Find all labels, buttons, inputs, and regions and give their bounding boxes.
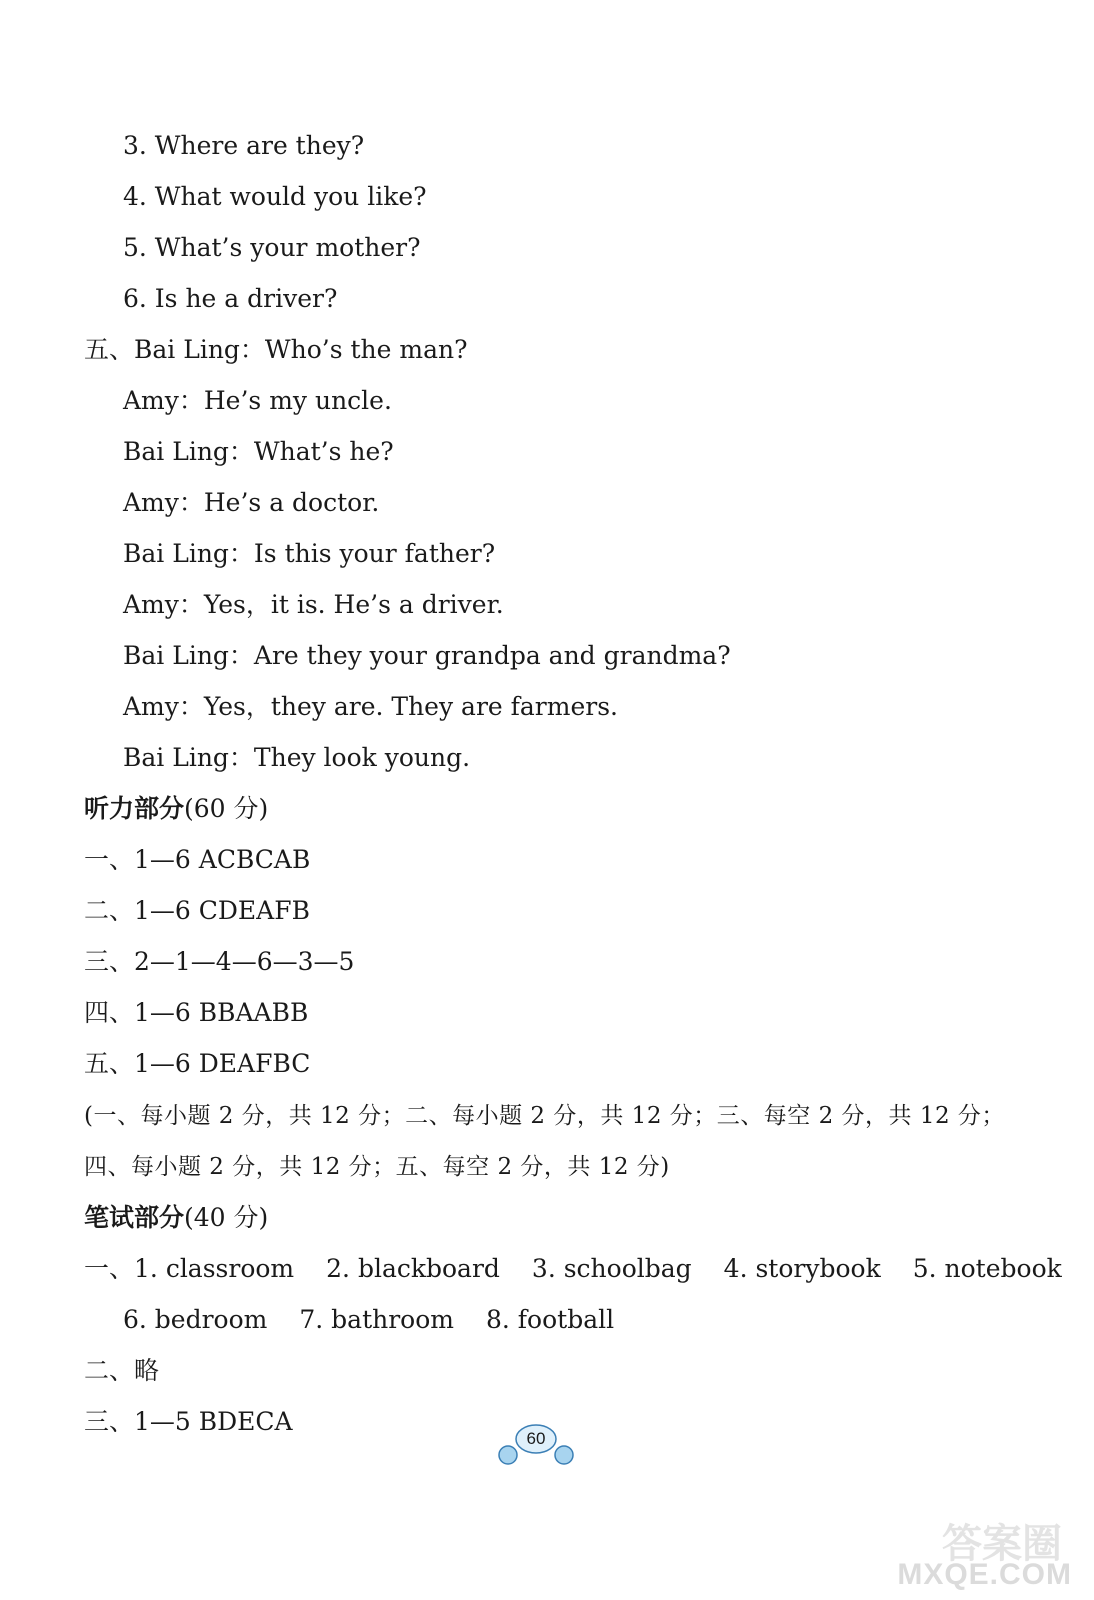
scoring-note-1: (一、每小题 2 分，共 12 分；二、每小题 2 分，共 12 分；三、每空 2 分，共 12 分； bbox=[84, 1103, 1005, 1129]
dialogue-line-3: Bai Ling：What’s he? bbox=[123, 437, 394, 466]
written-q1-marker: 一、 bbox=[84, 1254, 135, 1283]
listening-heading bbox=[84, 794, 268, 824]
dialogue-line-4: Amy：He’s a doctor. bbox=[123, 488, 380, 517]
word-item: 2. blackboard bbox=[326, 1254, 500, 1283]
scoring-note-2: 四、每小题 2 分，共 12 分；五、每空 2 分，共 12 分) bbox=[84, 1154, 670, 1180]
listening-points: (60 分) bbox=[184, 794, 269, 823]
watermark-zh: 答案圈 bbox=[942, 1521, 1062, 1567]
page-number: 60 bbox=[526, 1429, 546, 1448]
question-5: 5. What’s your mother? bbox=[123, 233, 421, 262]
dialogue-line-9: Bai Ling：They look young. bbox=[123, 743, 471, 772]
word-item: 5. notebook bbox=[912, 1254, 1062, 1283]
dialogue-line-8: Amy：Yes，they are. They are farmers. bbox=[123, 692, 618, 721]
written-points: (40 分) bbox=[184, 1203, 269, 1232]
listening-title: 听力部分 bbox=[84, 794, 185, 823]
dialogue-line-2: Amy：He’s my uncle. bbox=[123, 386, 392, 415]
dialogue-line-1 bbox=[84, 335, 468, 365]
question-3: 3. Where are they? bbox=[123, 131, 365, 160]
listening-answer-1: 一、1—6 ACBCAB bbox=[84, 845, 311, 874]
word-item: 7. bathroom bbox=[299, 1305, 454, 1334]
page-number-badge bbox=[496, 1419, 576, 1467]
word-item: 6. bedroom bbox=[123, 1305, 268, 1334]
word-item: 8. football bbox=[486, 1305, 615, 1334]
question-4: 4. What would you like? bbox=[123, 182, 427, 211]
dialogue-text: Bai Ling：Who’s the man? bbox=[134, 335, 468, 364]
word-item: 3. schoolbag bbox=[531, 1254, 692, 1283]
listening-answer-5: 五、1—6 DEAFBC bbox=[84, 1049, 311, 1078]
word-item: 1. classroom bbox=[134, 1254, 295, 1283]
listening-answer-2: 二、1—6 CDEAFB bbox=[84, 896, 310, 925]
listening-answer-4: 四、1—6 BBAABB bbox=[84, 998, 309, 1027]
written-q2: 二、略 bbox=[84, 1356, 160, 1385]
written-q3: 三、1—5 BDECA bbox=[84, 1407, 293, 1436]
watermark-logo bbox=[892, 1512, 1072, 1592]
written-q1-row1 bbox=[84, 1254, 1094, 1284]
word-item: 4. storybook bbox=[723, 1254, 881, 1283]
written-q1-row2 bbox=[123, 1305, 646, 1335]
dialogue-line-7: Bai Ling：Are they your grandpa and grandma? bbox=[123, 641, 731, 670]
watermark-en: MXQE.COM bbox=[897, 1558, 1072, 1591]
listening-answer-3: 三、2—1—4—6—3—5 bbox=[84, 947, 355, 976]
question-6: 6. Is he a driver? bbox=[123, 284, 338, 313]
dialogue-line-6: Amy：Yes，it is. He’s a driver. bbox=[123, 590, 504, 619]
written-heading bbox=[84, 1203, 268, 1233]
dialogue-line-5: Bai Ling：Is this your father? bbox=[123, 539, 496, 568]
written-title: 笔试部分 bbox=[84, 1203, 185, 1232]
dialogue-marker: 五、 bbox=[84, 335, 135, 364]
